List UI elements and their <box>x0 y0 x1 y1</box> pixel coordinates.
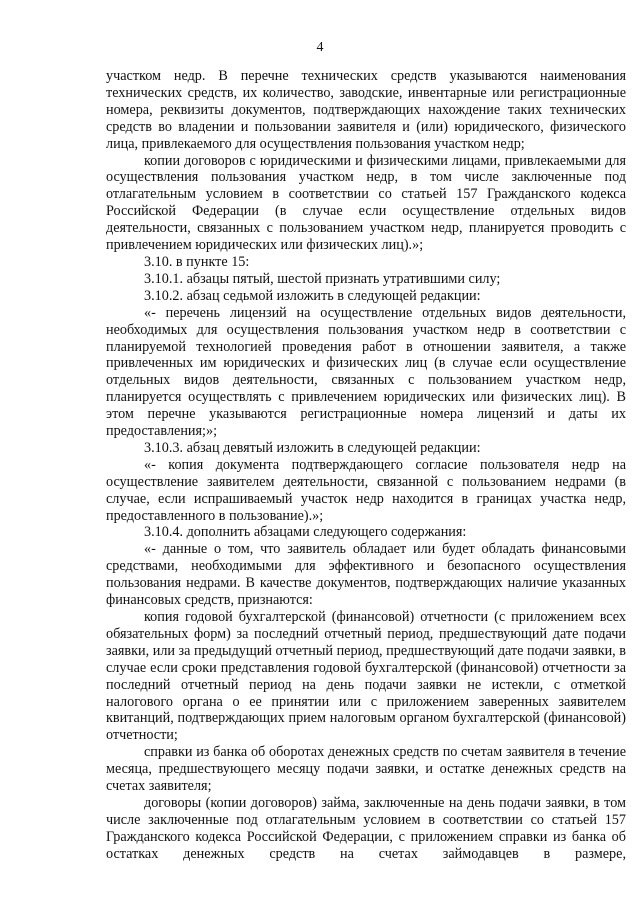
paragraph-clause-3-10-1: 3.10.1. абзацы пятый, шестой признать утратившими силу; <box>144 270 501 287</box>
paragraph: копия годовой бухгалтерской (финансовой) отчетности (с приложением всех обязательных форм) за последний отчетный период, предшествующий дате подачи заявки, или за предыдущий отчетный период, предшествующий дате подачи заявки, в случае если сроки представления годовой бухгалтерской (финансовой) отчетности за последний отчетный период на день подачи заявки не истекли, с отметкой налогового органа о ее принятии или с приложением заверенных заявителем квитанций, подтверждающих прием налоговым органом бухгалтерской (финансовой) отчетности; <box>106 609 626 744</box>
paragraph-clause-3-10-3: 3.10.3. абзац девятый изложить в следующей редакции: <box>144 439 481 456</box>
paragraph-clause-3-10: 3.10. в пункте 15: <box>144 253 250 270</box>
paragraph-clause-3-10-2: 3.10.2. абзац седьмой изложить в следующей редакции: <box>144 287 481 304</box>
paragraph: договоры (копии договоров) займа, заключенные на день подачи заявки, в том числе заключенные под отлагательным условием в соответствии со статьей 157 Гражданского кодекса Российской Федерации, с приложением справки из банка об остатках денежных средств на счетах займодавцев в размере, <box>106 794 626 862</box>
paragraph: справки из банка об оборотах денежных средств по счетам заявителя в течение месяца, предшествующего месяцу подачи заявки, и остатке денежных средств на счетах заявителя; <box>106 744 626 795</box>
paragraph: «- перечень лицензий на осуществление отдельных видов деятельности, необходимых для осуществления пользования участком недр в соответствии с планируемой технологией проведения работ в отношении заявителя, а также привлеченных им юридических и физических лиц (в случае если осуществление отдельных видов деятельности, связанных с пользованием участком недр, планируется осуществлять с привлечением юридических или физических лиц). В этом перечне указываются регистрационные номера лицензий и даты их предоставления;»; <box>106 304 626 440</box>
paragraph: копии договоров с юридическими и физическими лицами, привлекаемыми для осуществления пользования участком недр, в том числе заключенные под отлагательным условием в соответствии со статьей 157 Гражданского кодекса Российской Федерации (в случае если осуществление отдельных видов деятельности, связанных с пользованием участком недр, планируется проводить с привлечением юридических или физических лиц).»; <box>106 152 626 254</box>
document-body <box>106 68 626 863</box>
page-number: 4 <box>316 40 324 55</box>
paragraph-continuation: участком недр. В перечне технических средств указываются наименования технических средств, их количество, заводские, инвентарные или регистрационные номера, реквизиты документов, подтверждающих нахождение таких технических средств во владении и пользовании заявителя и (или) юридического, физического лица, привлекаемого для осуществления пользования участком недр; <box>106 68 626 152</box>
paragraph-clause-3-10-4: 3.10.4. дополнить абзацами следующего содержания: <box>144 524 467 541</box>
paragraph: «- данные о том, что заявитель обладает или будет обладать финансовыми средствами, необходимыми для эффективного и безопасного осуществления пользования недрами. В качестве документов, подтверждающих наличие указанных финансовых средств, признаются: <box>106 541 626 609</box>
paragraph: «- копия документа подтверждающего согласие пользователя недр на осуществление заявителем деятельности, связанной с пользованием недрами (в случае, если испрашиваемый участок недр находится в границах участка недр, предоставленного в пользование).»; <box>106 456 626 524</box>
